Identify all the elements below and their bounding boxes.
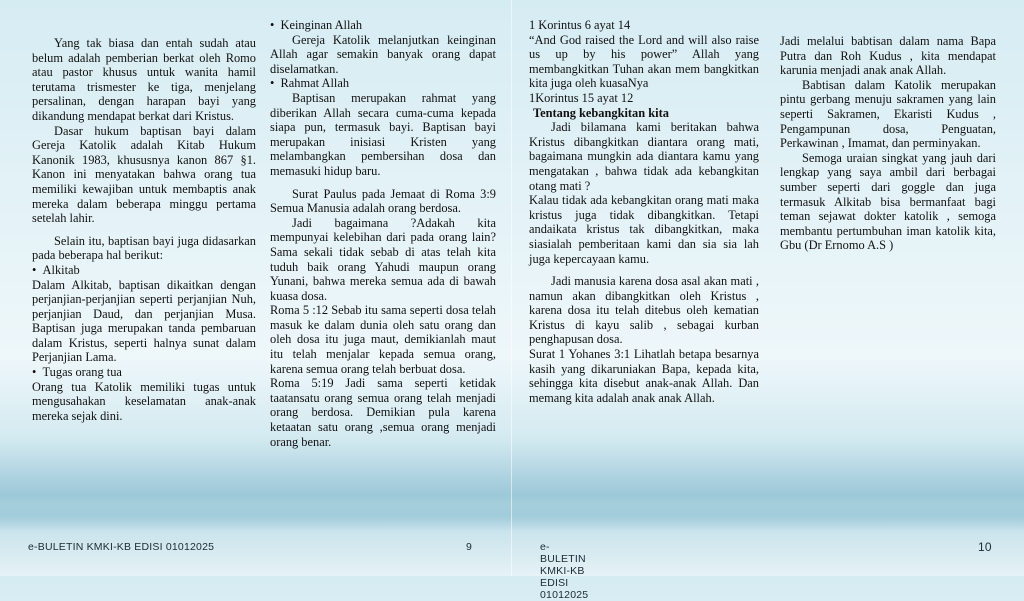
verse-reference: 1Korintus 15 ayat 12 [529, 90, 634, 105]
bullet-heading: • Rahmat Allah [270, 76, 496, 91]
footer-title: e-BULETIN KMKI-KB EDISI 01012025 [540, 541, 589, 601]
verse-reference: 1 Korintus 6 ayat 14 [529, 18, 631, 32]
paragraph: Orang tua Katolik memiliki tugas untuk mengusahakan keselamatan anak-anak mereka sejak dini. [32, 379, 256, 423]
paragraph: Surat Paulus pada Jemaat di Roma 3:9 Semua Manusia adalah orang berdosa. [270, 186, 496, 216]
paragraph: Dasar hukum baptisan bayi dalam Gereja Katolik adalah Kitab Hukum Kanonik 1983, khususnya kanon 867 §1. Kanon ini menyatakan bahwa orang tua memiliki kewajiban untuk membaptis anak mereka dalam beberapa minggu pertama setelah lahir. [32, 123, 256, 226]
paragraph: Dalam Alkitab, baptisan dikaitkan dengan perjanjian-perjanjian seperti perjanjian Nuh, perjanjian Daud, dan perjanjian Musa. Baptisan juga merupakan tanda pembaruan dalam Kristus, seperti halnya sunat dalam Perjanjian Lama. [32, 277, 256, 365]
paragraph: Yang tak biasa dan entah sudah atau belum adalah pemberian berkat oleh Romo atau pastor khusus untuk wanita hamil terutama trismester ke tiga, menjelang persalinan, dengan harapan bayi yang dikandung mendapat berkat dari Kristus. [32, 36, 256, 123]
paragraph: Jadi melalui babtisan dalam nama Bapa Putra dan Roh Kudus , kita mendapat karunia menjadi anak anak Allah. [780, 34, 996, 78]
paragraph: Semoga uraian singkat yang jauh dari lengkap yang saya ambil dari berbagai sumber seperti dari goggle dan juga termasuk Alkitab bisa bermanfaat bagi teman sejawat dokter katolik , semoga membantu pertumbuhan iman katolik kita, Gbu (Dr Ernomo A.S ) [780, 150, 996, 253]
paragraph: Jadi bagaimana ?Adakah kita mempunyai kelebihan dari pada orang lain? Sama sekali tidak sebab di atas telah kita tuduh baik orang Yahudi maupun orang Yunani, bahwa mereka semua ada di bawah kuasa dosa. [270, 215, 496, 303]
paragraph: Baptisan merupakan rahmat yang diberikan Allah secara cuma-cuma kepada siapa pun, termasuk bayi. Baptisan bayi merupakan inisiasi Kristen yang melambangkan pembersihan dosa dan memasuki hidup baru. [270, 90, 496, 178]
footer-title: e-BULETIN KMKI-KB EDISI 01012025 [28, 541, 215, 553]
paragraph: “And God raised the Lord and will also raise us up by his power” Allah yang membangkitkan Tuhan akan mem bangkitkan kita juga oleh kuasaNya [529, 32, 759, 91]
paragraph: Jadi bilamana kami beritakan bahwa Kristus dibangkitkan diantara orang mati, bagaimana mungkin ada diantara kamu yang mengatakan , bahwa tidak ada kebangkitan otang mati ? [529, 120, 759, 193]
paragraph: Selain itu, baptisan bayi juga didasarkan pada beberapa hal berikut: [32, 233, 256, 263]
page-number: 9 [466, 541, 473, 553]
paragraph: Surat 1 Yohanes 3:1 Lihatlah betapa besarnya kasih yang dikaruniakan Bapa, kepada kita, sehingga kita disebut anak-anak Allah. Dan memang kita adalah anak anak Allah. [529, 347, 759, 405]
paragraph: Gereja Katolik melanjutkan keinginan Allah agar semakin banyak orang dapat diselamatkan. [270, 32, 496, 76]
page-number: 10 [978, 540, 992, 554]
bullet-heading: • Alkitab [32, 263, 256, 278]
paragraph: Roma 5:19 Jadi sama seperti ketidak taatansatu orang semua orang telah menjadi orang berdosa. Demikian pula karena ketaatan satu orang ,semua orang menjadi orang benar. [270, 376, 496, 449]
bullet-heading: • Keinginan Allah [270, 18, 496, 33]
column-3 [529, 18, 759, 405]
paragraph: Babtisan dalam Katolik merupakan pintu gerbang menuju sakramen yang lain seperti Sakramen, Ekaristi Kudus , Pengampunan dosa, Penguatan, Perkawinan , Imamat, dan perminyakan. [780, 77, 996, 151]
bullet-heading: • Tugas orang tua [32, 365, 256, 380]
column-4 [780, 34, 996, 253]
section-heading: Tentang kebangkitan kita [533, 105, 669, 120]
paragraph: Roma 5 :12 Sebab itu sama seperti dosa telah masuk ke dalam dunia oleh satu orang dan oleh dosa itu juga maut, demikianlah maut itu telah menjalar kepada semua orang, karena semua orang telah berbuat dosa. [270, 303, 496, 376]
paragraph: Jadi manusia karena dosa asal akan mati , namun akan dibangkitkan oleh Kristus , karena dosa itu telah ditebus oleh kematian Kristus di kayu salib , sebagai kurban penghapusan dosa. [529, 274, 759, 347]
paragraph: Kalau tidak ada kebangkitan orang mati maka kristus juga tidak dibangkitkan. Tetapi andaikata kristus tak dibangkitkan, maka siasialah pemberitaan kami dan sia sia lah juga kepercayaan kamu. [529, 193, 759, 266]
